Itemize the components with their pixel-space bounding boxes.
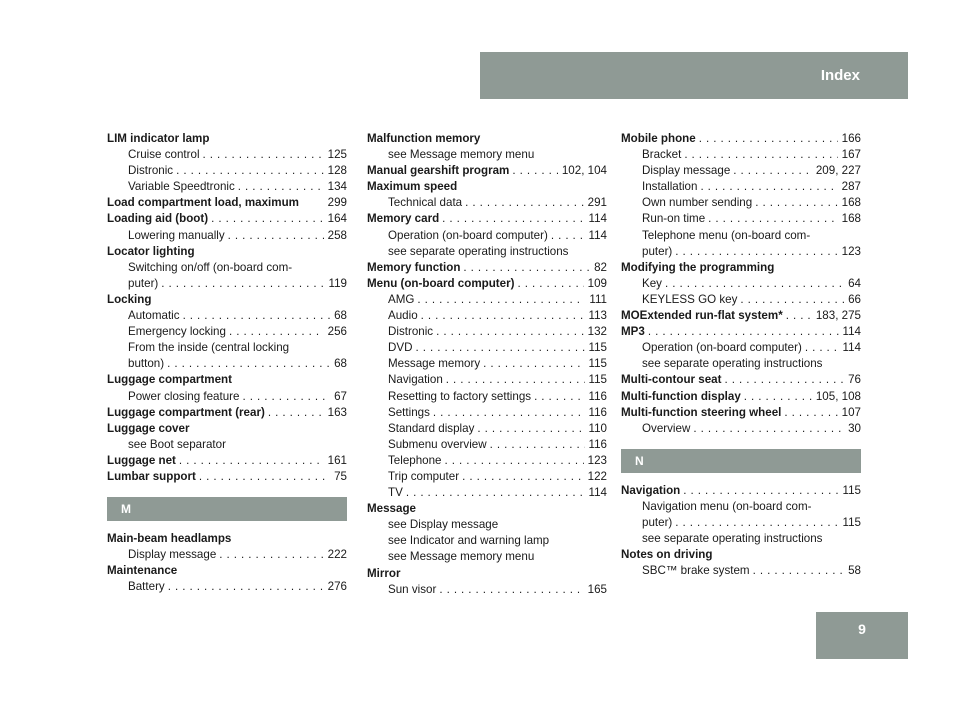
index-entry [621, 547, 861, 563]
page-reference: 75 [334, 469, 347, 483]
index-entry [107, 292, 347, 308]
entry-text: Technical data [388, 196, 463, 210]
index-entry [367, 566, 607, 582]
leader-dots [436, 324, 584, 340]
page-number: 9 [858, 621, 866, 637]
index-entry [621, 483, 861, 499]
index-entry [367, 211, 607, 227]
index-subentry [621, 515, 861, 531]
leader-dots [229, 324, 324, 340]
index-subentry [621, 421, 861, 437]
leader-dots [724, 372, 844, 388]
index-entry [107, 421, 347, 437]
index-subentry [107, 579, 347, 595]
index-entry [107, 453, 347, 469]
leader-dots [786, 308, 812, 324]
index-subentry [367, 405, 607, 421]
index-subentry [621, 228, 861, 244]
entry-text: Bracket [642, 148, 682, 162]
entry-text: Luggage compartment [107, 373, 232, 387]
leader-dots [238, 179, 324, 195]
index-header-tab [480, 52, 908, 99]
entry-text: puter) [128, 276, 159, 290]
entry-text: Message [367, 502, 416, 516]
leader-dots [744, 389, 812, 405]
leader-dots [167, 356, 330, 372]
leader-dots [442, 211, 584, 227]
leader-dots [463, 260, 590, 276]
entry-text: button) [128, 357, 165, 371]
index-subentry [367, 533, 607, 549]
page-reference: 115 [588, 341, 607, 355]
index-subentry [621, 195, 861, 211]
leader-dots [465, 195, 584, 211]
page-reference: 166 [841, 132, 861, 145]
page-reference: 123 [841, 244, 861, 258]
entry-text: From the inside (central locking [128, 341, 290, 355]
page-reference: 256 [327, 325, 347, 339]
page-reference: 68 [334, 357, 347, 371]
entry-text: Display message [642, 164, 731, 178]
entry-text: Variable Speedtronic [128, 180, 235, 194]
index-subentry [367, 228, 607, 244]
index-subentry [621, 147, 861, 163]
entry-text: Installation [642, 180, 698, 194]
index-subentry [107, 308, 347, 324]
index-subentry [621, 356, 861, 372]
leader-dots [534, 389, 584, 405]
leader-dots [462, 469, 584, 485]
leader-dots [415, 340, 584, 356]
index-subentry [367, 437, 607, 453]
index-subentry [621, 179, 861, 195]
leader-dots [439, 582, 583, 598]
leader-dots [406, 485, 585, 501]
index-subentry [367, 421, 607, 437]
index-entry [367, 260, 607, 276]
index-entry [621, 389, 861, 405]
leader-dots [665, 276, 844, 292]
page-reference: 82 [594, 260, 607, 274]
leader-dots [551, 228, 585, 244]
page-reference: 64 [848, 276, 861, 290]
entry-text: Distronic [388, 325, 434, 339]
page-reference: 128 [327, 164, 347, 178]
leader-dots [199, 469, 330, 485]
leader-dots [421, 308, 585, 324]
index-subentry [107, 260, 347, 276]
page-reference: 110 [588, 421, 607, 435]
entry-text: AMG [388, 292, 415, 306]
leader-dots [683, 483, 838, 499]
entry-text: Mobile phone [621, 132, 696, 145]
entry-text: see separate operating instructions [642, 532, 823, 546]
entry-text: puter) [642, 244, 673, 258]
leader-dots [512, 163, 557, 179]
index-subentry [107, 163, 347, 179]
index-subentry [107, 147, 347, 163]
entry-text: Mirror [367, 566, 401, 580]
page-reference: 109 [587, 276, 607, 290]
entry-text: Luggage compartment (rear) [107, 405, 265, 419]
entry-text: Cruise control [128, 148, 200, 162]
entry-text: Power closing feature [128, 389, 240, 403]
page-reference: 258 [327, 228, 347, 242]
page-reference: 222 [327, 548, 347, 562]
leader-dots [446, 372, 585, 388]
entry-text: KEYLESS GO key [642, 292, 738, 306]
leader-dots [675, 515, 838, 531]
leader-dots [699, 131, 838, 147]
entry-text: Multi-contour seat [621, 373, 722, 387]
leader-dots [477, 421, 584, 437]
entry-text: Display message [128, 548, 217, 562]
entry-text: SBC™ brake system [642, 564, 750, 578]
index-entry [621, 405, 861, 421]
index-subentry [367, 582, 607, 598]
entry-text: see Boot separator [128, 437, 226, 451]
page-reference: 122 [587, 469, 607, 483]
entry-text: Distronic [128, 164, 174, 178]
index-subentry [621, 292, 861, 308]
page-reference: 168 [841, 212, 861, 226]
page-reference: 66 [848, 292, 861, 306]
index-entry [621, 324, 861, 340]
entry-text: Run-on time [642, 212, 706, 226]
leader-dots [700, 179, 837, 195]
page-reference: 125 [327, 148, 347, 162]
index-entry [107, 195, 347, 211]
entry-text: Standard display [388, 421, 475, 435]
leader-dots [784, 405, 837, 421]
leader-dots [684, 147, 837, 163]
index-entry [621, 372, 861, 388]
leader-dots [693, 421, 844, 437]
page-reference: 68 [334, 309, 347, 323]
entry-text: Maintenance [107, 564, 178, 578]
entry-text: see Message memory menu [388, 550, 535, 564]
entry-text: Settings [388, 405, 430, 419]
entry-text: Memory card [367, 212, 440, 226]
leader-dots [708, 211, 838, 227]
index-subentry [107, 179, 347, 195]
index-entry [107, 563, 347, 579]
index-subentry [621, 211, 861, 227]
leader-dots [219, 547, 323, 563]
entry-text: Emergency locking [128, 325, 226, 339]
entry-text: Telephone menu (on-board com- [642, 228, 811, 242]
page-reference: 115 [842, 483, 861, 497]
index-entry [367, 131, 607, 147]
leader-dots [483, 356, 584, 372]
leader-dots [805, 340, 839, 356]
entry-text: Navigation [621, 483, 681, 497]
index-subentry [621, 163, 861, 179]
index-entry [367, 179, 607, 195]
index-subentry [367, 292, 607, 308]
page-reference: 287 [841, 180, 861, 194]
leader-dots [168, 579, 324, 595]
page-reference: 119 [328, 276, 347, 290]
page-reference: 163 [327, 405, 347, 419]
leader-dots [733, 163, 812, 179]
entry-text: Submenu overview [388, 437, 487, 451]
index-subentry [107, 437, 347, 453]
page-reference: 299 [327, 196, 347, 210]
entry-text: Luggage cover [107, 421, 190, 435]
page-reference: 291 [587, 196, 607, 210]
page-reference: 114 [588, 486, 607, 500]
page-reference: 102, 104 [561, 164, 607, 178]
index-subentry [621, 563, 861, 579]
index-column-1 [107, 131, 347, 595]
entry-text: Main-beam headlamps [107, 532, 232, 546]
leader-dots [179, 453, 324, 469]
index-subentry [621, 340, 861, 356]
index-subentry [621, 531, 861, 547]
page-reference: 164 [327, 212, 347, 226]
entry-text: Telephone [388, 453, 442, 467]
index-entry [367, 501, 607, 517]
page-reference: 114 [588, 212, 607, 226]
leader-dots [417, 292, 585, 308]
leader-dots [176, 163, 324, 179]
index-subentry [367, 485, 607, 501]
leader-dots [211, 211, 324, 227]
entry-text: Luggage net [107, 453, 176, 467]
entry-text: Operation (on-board computer) [642, 341, 802, 355]
entry-text: Notes on driving [621, 548, 713, 562]
index-entry [367, 276, 607, 292]
index-entry [107, 405, 347, 421]
index-entry [107, 372, 347, 388]
page-reference: 115 [588, 373, 607, 387]
page-reference: 114 [588, 228, 607, 242]
page-reference: 116 [588, 437, 607, 451]
page-reference: 116 [588, 405, 607, 419]
index-entry [367, 163, 607, 179]
page-reference: 168 [841, 196, 861, 210]
entry-text: Sun visor [388, 582, 437, 596]
index-subentry [367, 308, 607, 324]
entry-text: Modifying the programming [621, 260, 775, 274]
leader-dots [228, 228, 324, 244]
index-subentry [107, 324, 347, 340]
leader-dots [268, 405, 324, 421]
leader-dots [648, 324, 839, 340]
page-number-tab [816, 612, 908, 659]
page-reference: 134 [327, 180, 347, 194]
index-subentry [367, 244, 607, 260]
section-heading: N [621, 449, 861, 473]
entry-text: see Display message [388, 518, 499, 532]
index-subentry [107, 356, 347, 372]
index-subentry [367, 356, 607, 372]
page-reference: 114 [842, 325, 861, 339]
index-subentry [367, 453, 607, 469]
index-column-3 [621, 131, 861, 579]
index-entry [107, 211, 347, 227]
page-reference: 67 [334, 389, 347, 403]
entry-text: Own number sending [642, 196, 753, 210]
index-subentry [367, 469, 607, 485]
page-reference: 111 [589, 292, 607, 306]
entry-text: see Message memory menu [388, 148, 535, 162]
index-subentry [107, 228, 347, 244]
leader-dots [161, 276, 324, 292]
index-subentry [367, 147, 607, 163]
index-subentry [107, 547, 347, 563]
page-reference: 161 [327, 453, 347, 467]
index-entry [107, 244, 347, 260]
index-subentry [621, 244, 861, 260]
leader-dots [183, 308, 331, 324]
page-reference: 30 [848, 421, 861, 435]
index-entry [107, 131, 347, 147]
entry-text: Battery [128, 580, 165, 594]
entry-text: Automatic [128, 309, 180, 323]
leader-dots [445, 453, 584, 469]
entry-text: Memory function [367, 260, 461, 274]
index-subentry [107, 389, 347, 405]
entry-text: MOExtended run-flat system* [621, 309, 783, 323]
page-reference: 105, 108 [815, 389, 861, 403]
entry-text: see Indicator and warning lamp [388, 534, 550, 548]
entry-text: Multi-function steering wheel [621, 405, 782, 419]
entry-text: see separate operating instructions [388, 244, 569, 258]
index-subentry [107, 276, 347, 292]
index-subentry [367, 195, 607, 211]
section-heading: M [107, 497, 347, 521]
index-subentry [367, 549, 607, 565]
entry-text: Navigation [388, 373, 443, 387]
page-reference: 276 [327, 580, 347, 594]
page-reference: 114 [842, 341, 861, 355]
page-reference: 107 [841, 405, 861, 419]
page-reference: 123 [587, 453, 607, 467]
index-header-label: Index [820, 67, 860, 84]
page-reference: 183, 275 [815, 309, 861, 323]
entry-text: Locking [107, 292, 152, 306]
entry-text: puter) [642, 515, 673, 529]
page-reference: 113 [588, 309, 607, 323]
leader-dots [675, 244, 837, 260]
leader-dots [755, 195, 837, 211]
leader-dots [518, 276, 584, 292]
leader-dots [740, 292, 844, 308]
entry-text: Lowering manually [128, 228, 225, 242]
page-reference: 58 [848, 564, 861, 578]
entry-text: Navigation menu (on-board com- [642, 499, 812, 513]
index-entry [621, 131, 861, 147]
index-entry [107, 469, 347, 485]
page-reference: 165 [587, 582, 607, 596]
index-subentry [621, 276, 861, 292]
entry-text: Audio [388, 309, 418, 323]
index-subentry [367, 517, 607, 533]
page-reference: 76 [848, 373, 861, 387]
entry-text: MP3 [621, 325, 645, 339]
index-entry [107, 531, 347, 547]
index-entry [621, 260, 861, 276]
entry-text: DVD [388, 341, 413, 355]
page-reference: 167 [841, 148, 861, 162]
index-subentry [367, 389, 607, 405]
entry-text: Trip computer [388, 469, 460, 483]
entry-text: Load compartment load, maximum [107, 196, 299, 210]
index-subentry [367, 324, 607, 340]
entry-text: Loading aid (boot) [107, 212, 209, 226]
index-subentry [367, 372, 607, 388]
leader-dots [433, 405, 585, 421]
page-reference: 115 [588, 357, 607, 371]
leader-dots [203, 147, 324, 163]
entry-text: Lumbar support [107, 469, 196, 483]
index-subentry [367, 340, 607, 356]
entry-text: Menu (on-board computer) [367, 276, 515, 290]
entry-text: Message memory [388, 357, 481, 371]
entry-text: Locator lighting [107, 244, 195, 258]
entry-text: see separate operating instructions [642, 357, 823, 371]
entry-text: Resetting to factory settings [388, 389, 532, 403]
entry-text: Malfunction memory [367, 132, 481, 145]
page-reference: 116 [588, 389, 607, 403]
entry-text: Multi-function display [621, 389, 741, 403]
entry-text: Manual gearshift program [367, 164, 510, 178]
entry-text: Operation (on-board computer) [388, 228, 548, 242]
leader-dots [753, 563, 845, 579]
entry-text: LIM indicator lamp [107, 132, 210, 145]
entry-text: TV [388, 486, 403, 500]
index-subentry [107, 340, 347, 356]
index-entry [621, 308, 861, 324]
entry-text: Switching on/off (on-board com- [128, 260, 293, 274]
leader-dots [490, 437, 585, 453]
leader-dots [243, 389, 331, 405]
page-reference: 115 [842, 515, 861, 529]
entry-text: Maximum speed [367, 180, 458, 194]
index-subentry [621, 499, 861, 515]
page-reference: 209, 227 [815, 164, 861, 178]
index-column-2 [367, 131, 607, 598]
page-reference: 132 [587, 325, 607, 339]
entry-text: Key [642, 276, 662, 290]
entry-text: Overview [642, 421, 691, 435]
